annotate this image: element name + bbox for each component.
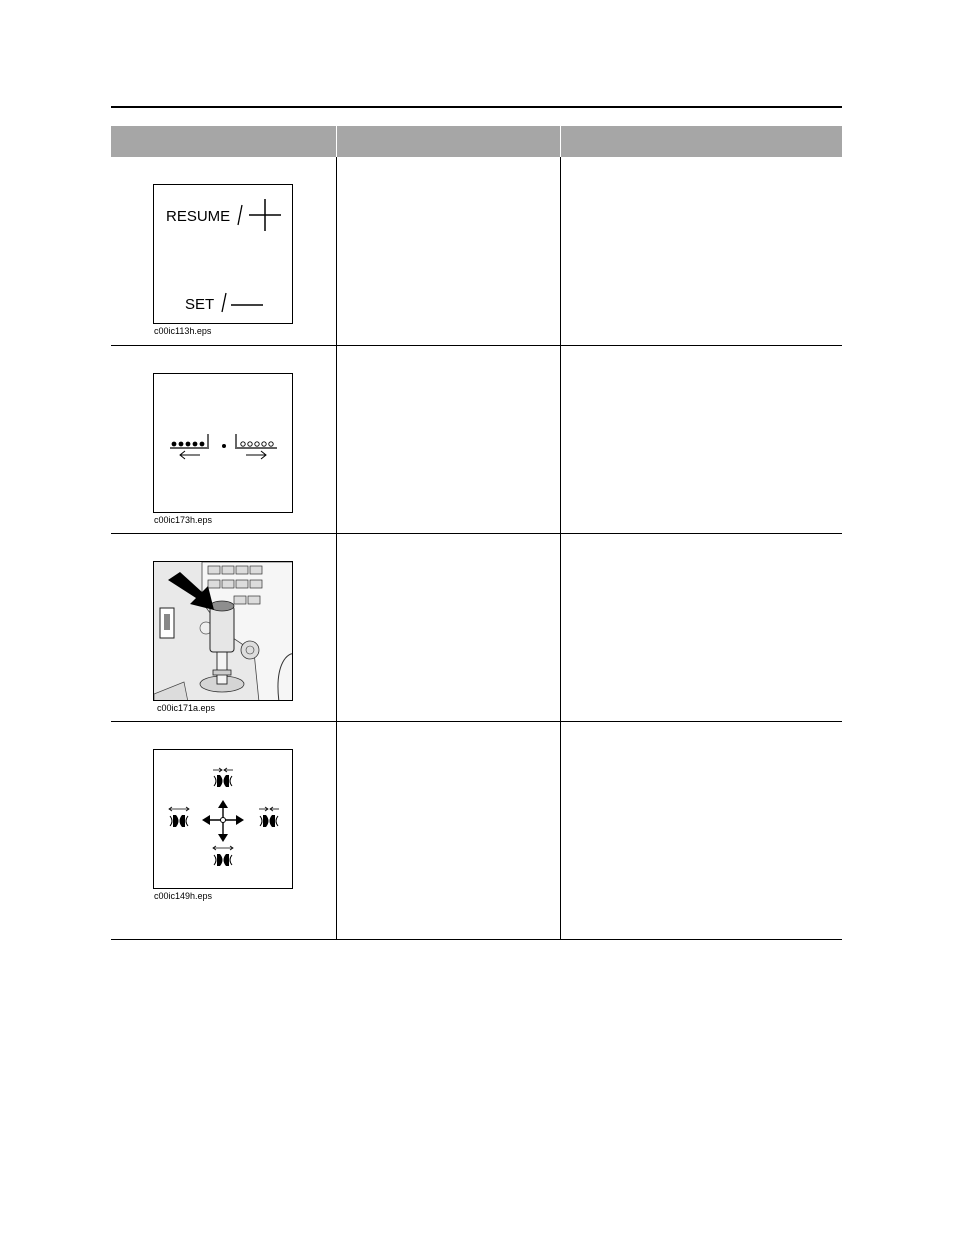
- header-cell-3: [560, 126, 842, 157]
- notes-text: [561, 722, 843, 738]
- figure-caption: c00ic113h.eps: [154, 326, 212, 336]
- figure-caption: c00ic173h.eps: [154, 514, 213, 525]
- resume-set-switch-icon: [153, 184, 293, 324]
- control-lever-photo: [153, 561, 293, 701]
- set-label: SET: [185, 296, 215, 313]
- resume-label: RESUME: [166, 208, 231, 225]
- notes-text: [561, 534, 843, 550]
- table-row: [111, 157, 842, 345]
- description-text: [337, 157, 560, 173]
- header-cell-1: [111, 126, 336, 157]
- description-text: [337, 534, 560, 550]
- notes-text: [561, 157, 843, 173]
- notes-text: [561, 346, 843, 362]
- figure-caption: c00ic171a.eps: [157, 702, 216, 713]
- table-header-row: [111, 126, 842, 157]
- description-cell: [336, 157, 560, 345]
- vibration-frequency-icon: [153, 373, 293, 513]
- figure-cell: [111, 721, 336, 939]
- header-cell-2: [336, 126, 560, 157]
- top-rule: [111, 106, 842, 108]
- controls-table: [111, 126, 842, 940]
- figure-cell: [111, 345, 336, 533]
- table-row: [111, 721, 842, 939]
- notes-cell: [560, 721, 842, 939]
- figure-caption: c00ic149h.eps: [154, 890, 213, 901]
- table-row: [111, 345, 842, 533]
- notes-cell: [560, 157, 842, 345]
- notes-cell: [560, 345, 842, 533]
- description-text: [337, 346, 560, 362]
- four-way-drum-steer-icon: [153, 749, 293, 889]
- table-row: [111, 533, 842, 721]
- description-cell: [336, 721, 560, 939]
- description-text: [337, 722, 560, 738]
- figure-cell: [111, 157, 336, 345]
- notes-cell: [560, 533, 842, 721]
- description-cell: [336, 533, 560, 721]
- figure-cell: [111, 533, 336, 721]
- description-cell: [336, 345, 560, 533]
